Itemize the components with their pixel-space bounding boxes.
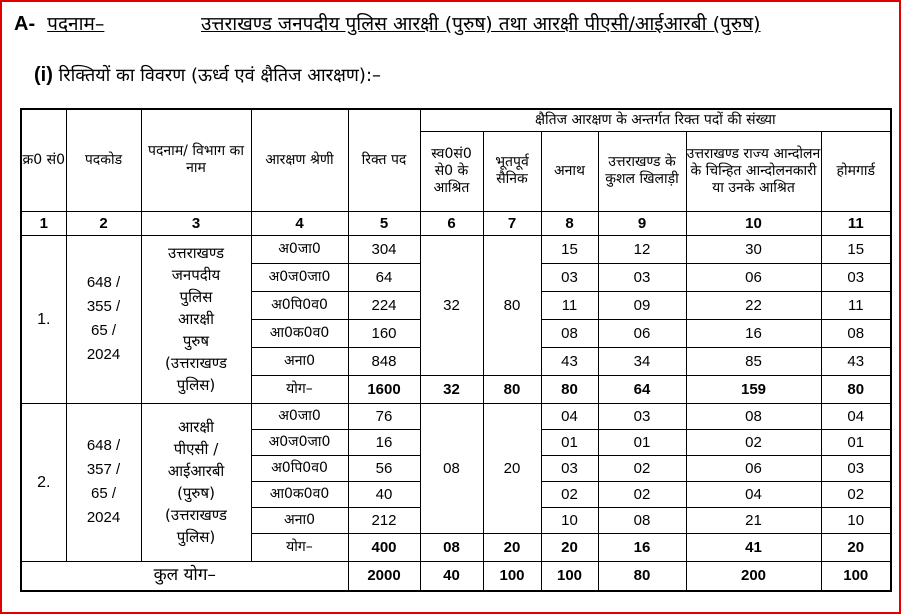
header-vacant: रिक्त पद: [348, 109, 420, 211]
orphan-cell: 08: [541, 319, 598, 347]
sports-cell: 02: [598, 481, 686, 507]
post-name-line: (उत्तराखण्ड: [165, 354, 227, 372]
subtotal-orphan: 20: [541, 533, 598, 561]
post-code: [66, 403, 141, 561]
freedom-cell: 08: [420, 403, 483, 533]
post-name-line: पुलिस): [176, 376, 216, 394]
post-name-line: (उत्तराखण्ड: [165, 506, 227, 524]
category-cell: अ0ज0जा0: [251, 263, 348, 291]
post-name-line: (पुरुष): [177, 484, 215, 502]
grand-total-sports: 80: [598, 561, 686, 591]
orphan-cell: 04: [541, 403, 598, 429]
post-name-line: पुरुष: [182, 332, 210, 350]
category-cell: अ0ज0जा0: [251, 429, 348, 455]
orphan-cell: 11: [541, 291, 598, 319]
exservice-cell: 80: [483, 235, 541, 375]
movement-cell: 02: [686, 429, 821, 455]
vacant-cell: 848: [348, 347, 420, 375]
vacant-cell: 64: [348, 263, 420, 291]
subheading-text: रिक्तियों का विवरण (ऊर्ध्व एवं क्षैतिज आरक्षण):–: [52, 65, 382, 86]
header-freedom: स्व0सं0 से0 के आश्रित: [420, 131, 483, 211]
header-category: आरक्षण श्रेणी: [251, 109, 348, 211]
column-number: 11: [821, 211, 891, 235]
column-number: 3: [141, 211, 251, 235]
vacant-cell: 304: [348, 235, 420, 263]
table-row: [21, 403, 891, 429]
sports-cell: 08: [598, 507, 686, 533]
header-row-1: [21, 109, 891, 131]
post-name: [141, 235, 251, 403]
movement-cell: 85: [686, 347, 821, 375]
movement-cell: 06: [686, 263, 821, 291]
post-name-line: पुलिस: [179, 288, 213, 306]
homeguard-cell: 03: [821, 263, 891, 291]
post-code-line: 357 /: [86, 461, 121, 478]
orphan-cell: 43: [541, 347, 598, 375]
grand-total-row: [21, 561, 891, 591]
category-cell: आ0क0व0: [251, 319, 348, 347]
category-cell: अ0पि0व0: [251, 455, 348, 481]
post-name-line: आरक्षी: [177, 418, 215, 436]
post-name-line: आरक्षी: [177, 310, 215, 328]
post-name-line: उत्तराखण्ड: [167, 244, 225, 262]
header-sr: क्र0 सं0: [21, 109, 66, 211]
column-number: 10: [686, 211, 821, 235]
post-code-line: 648 /: [86, 274, 121, 291]
column-number: 1: [21, 211, 66, 235]
sports-cell: 12: [598, 235, 686, 263]
post-name-line: जनपदीय: [171, 266, 221, 284]
post-name: [141, 403, 251, 561]
subtotal-movement: 159: [686, 375, 821, 403]
sports-cell: 02: [598, 455, 686, 481]
header-post: पदनाम/ विभाग का नाम: [141, 109, 251, 211]
header-movement: उत्तराखण्ड राज्य आन्दोलन के चिन्हित आन्दोलनकारी या उनके आश्रित: [686, 131, 821, 211]
movement-cell: 06: [686, 455, 821, 481]
vacancy-subheading: [34, 63, 381, 87]
subtotal-homeguard: 80: [821, 375, 891, 403]
subtotal-label: योग–: [251, 375, 348, 403]
post-name-line: आईआरबी: [167, 462, 225, 480]
column-number: 2: [66, 211, 141, 235]
post-code-line: 355 /: [86, 298, 121, 315]
orphan-cell: 15: [541, 235, 598, 263]
category-cell: अ0जा0: [251, 235, 348, 263]
orphan-cell: 10: [541, 507, 598, 533]
post-name-line: पीएसी /: [173, 440, 219, 458]
subtotal-movement: 41: [686, 533, 821, 561]
header-exservice: भूतपूर्व सैनिक: [483, 131, 541, 211]
subtotal-exservice: 20: [483, 533, 541, 561]
sports-cell: 09: [598, 291, 686, 319]
exservice-cell: 20: [483, 403, 541, 533]
column-number-row: [21, 211, 891, 235]
vacant-cell: 40: [348, 481, 420, 507]
post-heading: [14, 10, 761, 36]
homeguard-cell: 03: [821, 455, 891, 481]
orphan-cell: 03: [541, 263, 598, 291]
freedom-cell: 32: [420, 235, 483, 375]
orphan-cell: 02: [541, 481, 598, 507]
movement-cell: 08: [686, 403, 821, 429]
movement-cell: 04: [686, 481, 821, 507]
column-number: 8: [541, 211, 598, 235]
orphan-cell: 03: [541, 455, 598, 481]
homeguard-cell: 15: [821, 235, 891, 263]
homeguard-cell: 04: [821, 403, 891, 429]
serial-number: 2.: [21, 403, 66, 561]
vacant-cell: 212: [348, 507, 420, 533]
homeguard-cell: 10: [821, 507, 891, 533]
movement-cell: 21: [686, 507, 821, 533]
category-cell: अ0जा0: [251, 403, 348, 429]
subtotal-homeguard: 20: [821, 533, 891, 561]
header-sports: उत्तराखण्ड के कुशल खिलाड़ी: [598, 131, 686, 211]
header-homeguard: होमगार्ड: [821, 131, 891, 211]
movement-cell: 22: [686, 291, 821, 319]
post-code-line: 65 /: [90, 485, 117, 502]
post-name-line: पुलिस): [176, 528, 216, 546]
header-horizontal: क्षैतिज आरक्षण के अन्तर्गत रिक्त पदों की संख्या: [420, 109, 891, 131]
column-number: 7: [483, 211, 541, 235]
vacant-cell: 56: [348, 455, 420, 481]
grand-total-label: कुल योग–: [21, 561, 348, 591]
vacant-cell: 160: [348, 319, 420, 347]
subtotal-freedom: 08: [420, 533, 483, 561]
homeguard-cell: 08: [821, 319, 891, 347]
movement-cell: 16: [686, 319, 821, 347]
vacancy-table: [20, 108, 892, 592]
grand-total-vacant: 2000: [348, 561, 420, 591]
subtotal-vacant: 1600: [348, 375, 420, 403]
column-number: 9: [598, 211, 686, 235]
grand-total-homeguard: 100: [821, 561, 891, 591]
post-code-line: 2024: [86, 346, 121, 363]
homeguard-cell: 43: [821, 347, 891, 375]
sports-cell: 03: [598, 263, 686, 291]
homeguard-cell: 01: [821, 429, 891, 455]
post-title: उत्तराखण्ड जनपदीय पुलिस आरक्षी (पुरुष) तथा आरक्षी पीएसी/आईआरबी (पुरुष): [201, 13, 761, 35]
grand-total-orphan: 100: [541, 561, 598, 591]
subtotal-orphan: 80: [541, 375, 598, 403]
header-code: पदकोड: [66, 109, 141, 211]
post-label: पदनाम–: [47, 13, 105, 35]
sports-cell: 01: [598, 429, 686, 455]
grand-total-exservice: 100: [483, 561, 541, 591]
post-code-line: 65 /: [90, 322, 117, 339]
grand-total-movement: 200: [686, 561, 821, 591]
subtotal-freedom: 32: [420, 375, 483, 403]
column-number: 6: [420, 211, 483, 235]
column-number: 4: [251, 211, 348, 235]
section-marker: A-: [14, 13, 36, 35]
category-cell: अना0: [251, 347, 348, 375]
category-cell: अना0: [251, 507, 348, 533]
subtotal-exservice: 80: [483, 375, 541, 403]
subtotal-sports: 64: [598, 375, 686, 403]
category-cell: आ0क0व0: [251, 481, 348, 507]
grand-total-freedom: 40: [420, 561, 483, 591]
sports-cell: 34: [598, 347, 686, 375]
subheading-number: (i): [34, 64, 53, 86]
post-code-line: 648 /: [86, 437, 121, 454]
category-cell: अ0पि0व0: [251, 291, 348, 319]
sports-cell: 03: [598, 403, 686, 429]
vacant-cell: 76: [348, 403, 420, 429]
homeguard-cell: 02: [821, 481, 891, 507]
homeguard-cell: 11: [821, 291, 891, 319]
vacant-cell: 16: [348, 429, 420, 455]
sports-cell: 06: [598, 319, 686, 347]
header-orphan: अनाथ: [541, 131, 598, 211]
vacant-cell: 224: [348, 291, 420, 319]
movement-cell: 30: [686, 235, 821, 263]
subtotal-vacant: 400: [348, 533, 420, 561]
orphan-cell: 01: [541, 429, 598, 455]
subtotal-label: योग–: [251, 533, 348, 561]
subtotal-sports: 16: [598, 533, 686, 561]
post-code: [66, 235, 141, 403]
column-number: 5: [348, 211, 420, 235]
serial-number: 1.: [21, 235, 66, 403]
table-row: [21, 235, 891, 263]
post-code-line: 2024: [86, 509, 121, 526]
